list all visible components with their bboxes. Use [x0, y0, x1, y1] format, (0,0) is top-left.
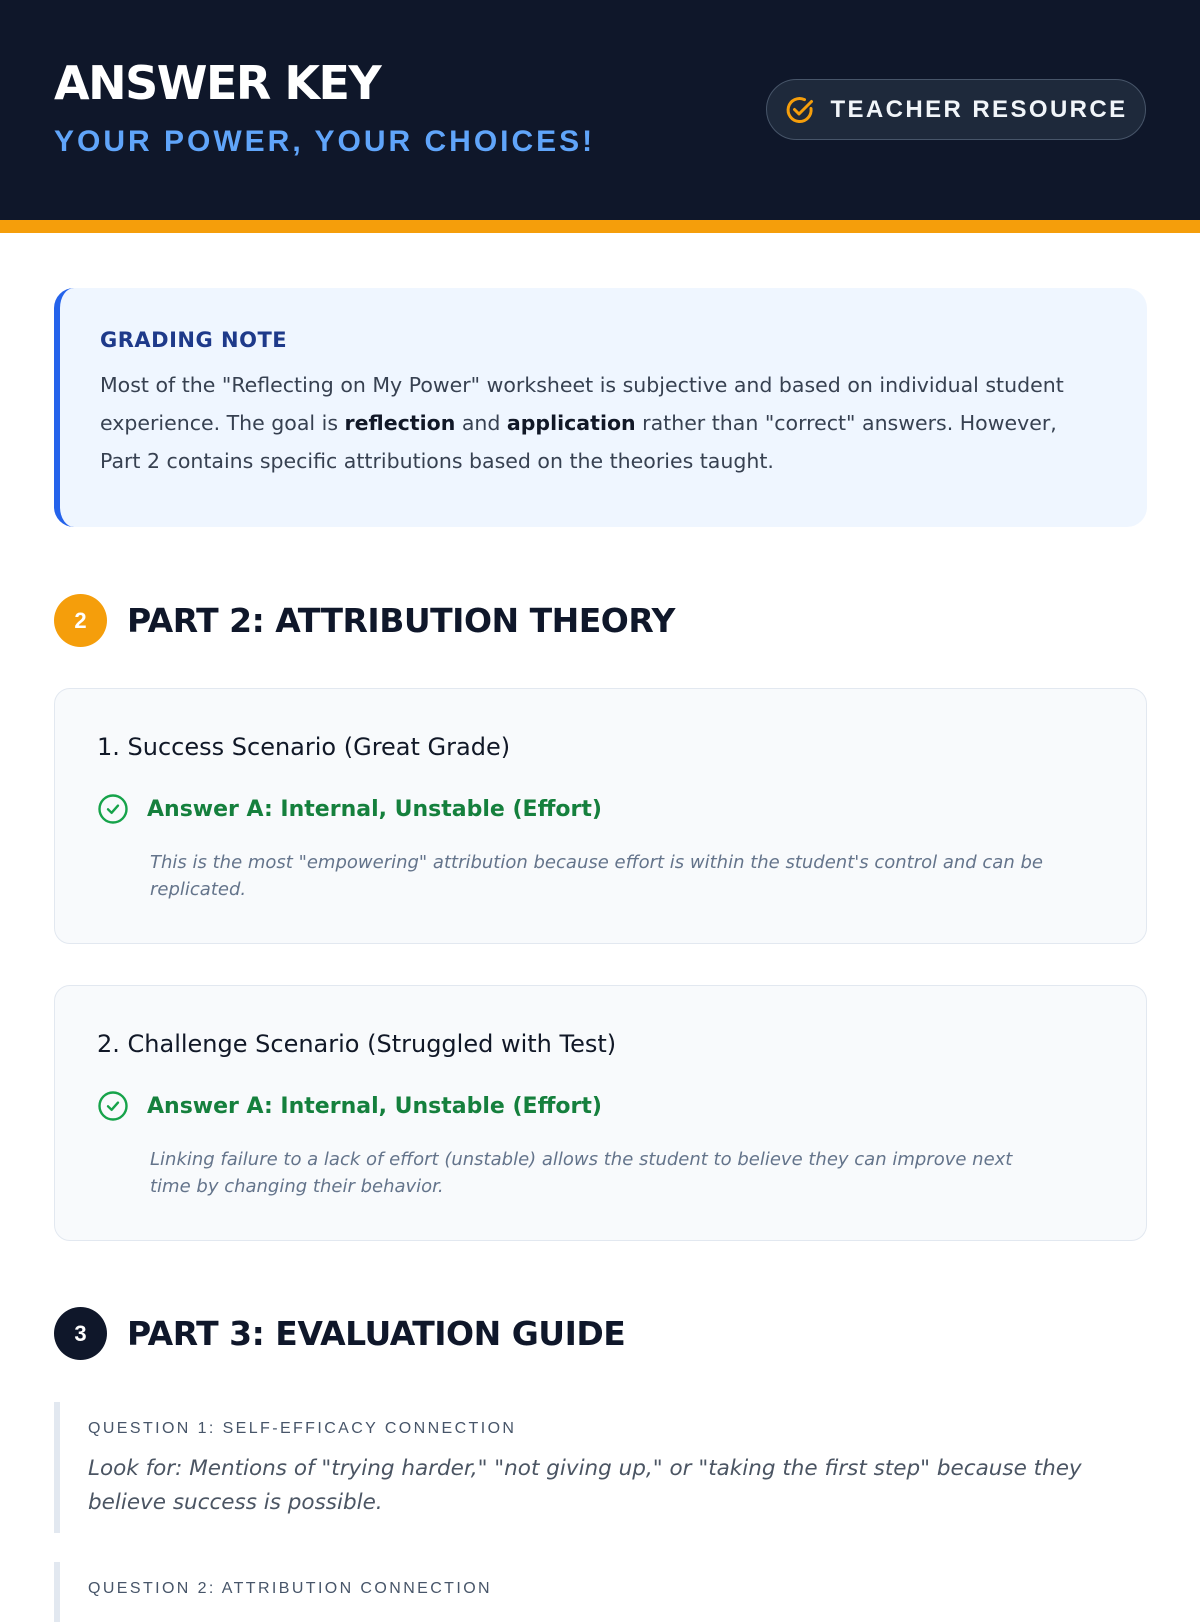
question-label: QUESTION 1: SELF-EFFICACY CONNECTION [88, 1420, 517, 1437]
answer-row [97, 793, 1104, 825]
evaluation-question [54, 1562, 1147, 1622]
check-circle-icon [97, 1090, 129, 1122]
question-label: QUESTION 2: ATTRIBUTION CONNECTION [88, 1580, 492, 1597]
answer-row [97, 1090, 1104, 1122]
question-guidance: Look for: Mentions of "trying harder," "not giving up," or "taking the first step" because they believe success is possible. [88, 1456, 1082, 1515]
part2-heading [54, 594, 675, 647]
grading-note-text-2: and [455, 411, 507, 435]
answer-explanation: This is the most "empowering" attribution because effort is within the student's control and can be replicated. [150, 852, 1043, 900]
answer-explanation: Linking failure to a lack of effort (unstable) allows the student to believe they can improve next time by changing their behavior. [150, 1149, 1013, 1197]
grading-note-title: GRADING NOTE [100, 328, 288, 352]
badge-label: TEACHER RESOURCE [830, 95, 1128, 123]
check-circle-icon [784, 94, 816, 126]
part2-number-badge: 2 [54, 594, 107, 647]
grading-note-text-1: Most of the "Reflecting on My Power" worksheet is subjective and based on individual student experience. The goal is [100, 373, 1064, 435]
scenario-title: 1. Success Scenario (Great Grade) [97, 733, 511, 761]
part2-title: PART 2: ATTRIBUTION THEORY [127, 601, 675, 640]
grading-note [54, 288, 1147, 527]
grading-note-bold-application: application [506, 411, 636, 435]
grading-note-body [100, 366, 1099, 480]
part3-title: PART 3: EVALUATION GUIDE [127, 1314, 626, 1353]
check-circle-icon [97, 793, 129, 825]
page-header [0, 0, 1200, 233]
answer-text: Answer A: Internal, Unstable (Effort) [147, 1093, 602, 1119]
scenario-title: 2. Challenge Scenario (Struggled with Test) [97, 1030, 617, 1058]
teacher-resource-badge [766, 79, 1146, 140]
answer-text: Answer A: Internal, Unstable (Effort) [147, 796, 602, 822]
part3-number-badge: 3 [54, 1307, 107, 1360]
page-title: ANSWER KEY [54, 56, 381, 110]
part3-heading [54, 1307, 625, 1360]
grading-note-text-3: rather than "correct" answers. However, Part 2 contains specific attributions based on the theories taught. [100, 411, 1057, 473]
grading-note-bold-reflection: reflection [344, 411, 456, 435]
scenario-card [54, 985, 1147, 1241]
page-subtitle: YOUR POWER, YOUR CHOICES! [54, 125, 596, 158]
scenario-card [54, 688, 1147, 944]
evaluation-question [54, 1402, 1147, 1533]
